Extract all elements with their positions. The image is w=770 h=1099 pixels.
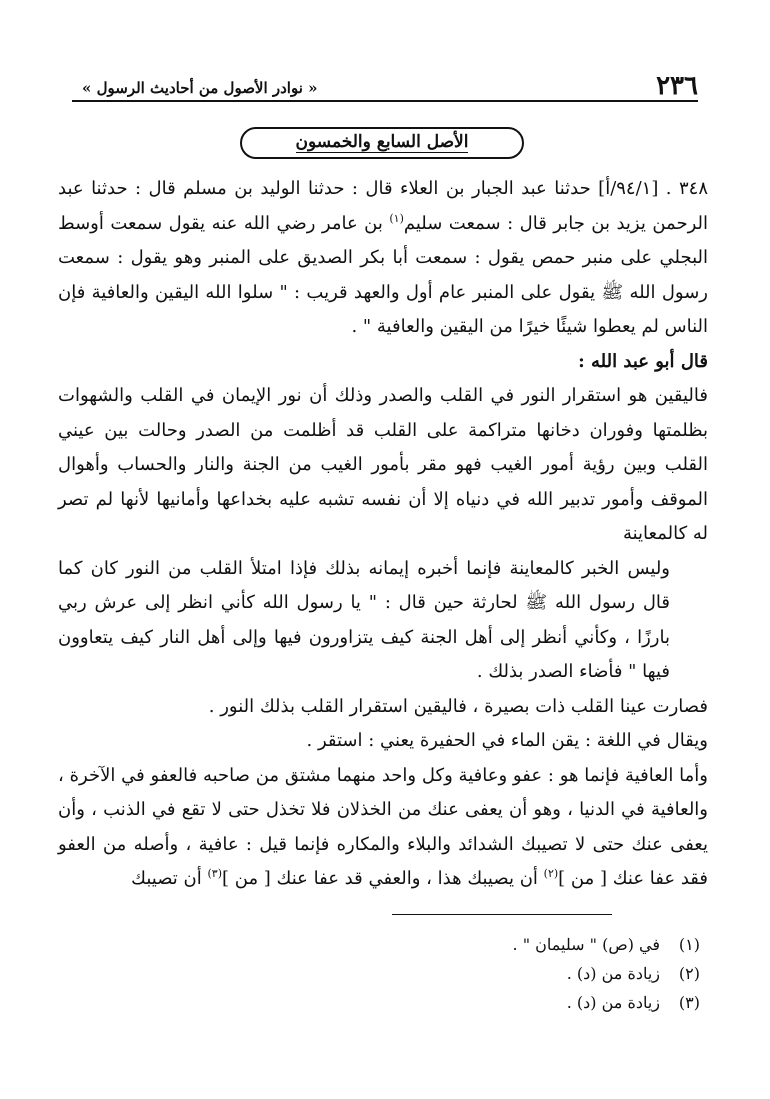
section-title: الأصل السابع والخمسون	[295, 132, 469, 152]
footnote-text: زيادة من (د) .	[566, 964, 660, 983]
footnote-divider	[392, 914, 612, 915]
hadith-text-continued: بن عامر رضي الله عنه يقول سمعت أوسط البجلي على منبر حمص يقول : سمعت أبا بكر الصديق على المنبر وهو يقول : سمعت رسول الله ﷺ يقول على المنبر عام أول والعهد قريب : " سلوا الله اليقين والعافية فإن الناس لم يعطوا شيئًا خيرًا من اليقين والعافية " .	[58, 212, 708, 337]
author-heading: قال أبو عبد الله :	[578, 350, 708, 372]
section-title-box	[240, 127, 524, 159]
basira-paragraph: فصارت عينا القلب ذات بصيرة ، فاليقين استقرار القلب بذلك النور .	[208, 695, 708, 717]
hadith-text: ٣٤٨ . [٩٤/١/أ] حدثنا عبد الجبار بن العلاء قال : حدثنا الوليد بن مسلم قال : حدثنا عبد الرحمن يزيد بن جابر قال : سمعت سليم	[58, 178, 708, 234]
hadith-paragraph	[58, 172, 708, 345]
footnote-ref-2: (٢)	[543, 867, 559, 880]
body-text	[58, 172, 708, 897]
afiya-text-3: أن تصيبك	[131, 868, 208, 889]
running-title: « نوادر الأصول من أحاديث الرسول »	[82, 79, 318, 97]
afiya-text-2: أن يصيبك هذا ، والعفي قد عفا عنك [ من ]	[222, 868, 544, 889]
footnote-3	[72, 988, 700, 1017]
footnote-number: (٣)	[678, 993, 700, 1012]
lugha-paragraph: ويقال في اللغة : يقن الماء في الحفيرة يعني : استقر .	[306, 730, 708, 751]
footnote-text: في (ص) " سليمان " .	[512, 935, 660, 954]
footnote-text: زيادة من (د) .	[566, 993, 660, 1012]
footnote-2	[72, 959, 700, 988]
khabar-paragraph: وليس الخبر كالمعاينة فإنما أخبره إيمانه بذلك فإذا امتلأ القلب من النور كان كما قال رسول الله ﷺ لحارثة حين قال : " يا رسول الله كأني انظر إلى عرش ربي بارزًا ، وكأني أنظر إلى أهل الجنة كيف يتزاورون فيها وإلى أهل النار كيف يتعاوون فيها " فأضاء الصدر بذلك .	[58, 557, 670, 682]
footnote-number: (١)	[678, 935, 700, 954]
footnote-ref-3: (٣)	[207, 867, 222, 880]
footnote-1	[72, 930, 700, 959]
yaqin-paragraph: فاليقين هو استقرار النور في القلب والصدر وذلك أن نور الإيمان في القلب والشهوات بظلمتها وفوران دخانها متراكمة على القلب قد أظلمت من الصدر وحالت بين عيني القلب وبين رؤية أمور الغيب فهو مقر بأمور الغيب من الجنة والنار والحساب وأهوال الموقف وأمور تدبير الله في دنياه إلا أن نفسه تشبه عليه بخداعها وأمانيها لأنها لم تصر له كالمعاينة	[58, 385, 709, 544]
footnotes	[72, 930, 700, 1017]
footnote-ref-1: (١)	[389, 211, 404, 225]
afiya-paragraph	[58, 759, 708, 897]
page-number: ٢٣٦	[656, 71, 698, 101]
footnote-number: (٢)	[678, 964, 700, 983]
afiya-text: وأما العافية فإنما هو : عفو وعافية وكل واحد منهما مشتق من صاحبه فالعفو في الآخرة ، والعافية في الدنيا ، وهو أن يعفى عنك من الخذلان فلا تخذل حتى لا تقع في الذنب ، وأن يعفى عنك حتى لا تصيبك الشدائد والبلاء والمكاره فإنما قيل : عافية ، وأصله من العفو فقد عفا عنك [ من ]	[58, 764, 708, 889]
page-header	[72, 72, 698, 102]
